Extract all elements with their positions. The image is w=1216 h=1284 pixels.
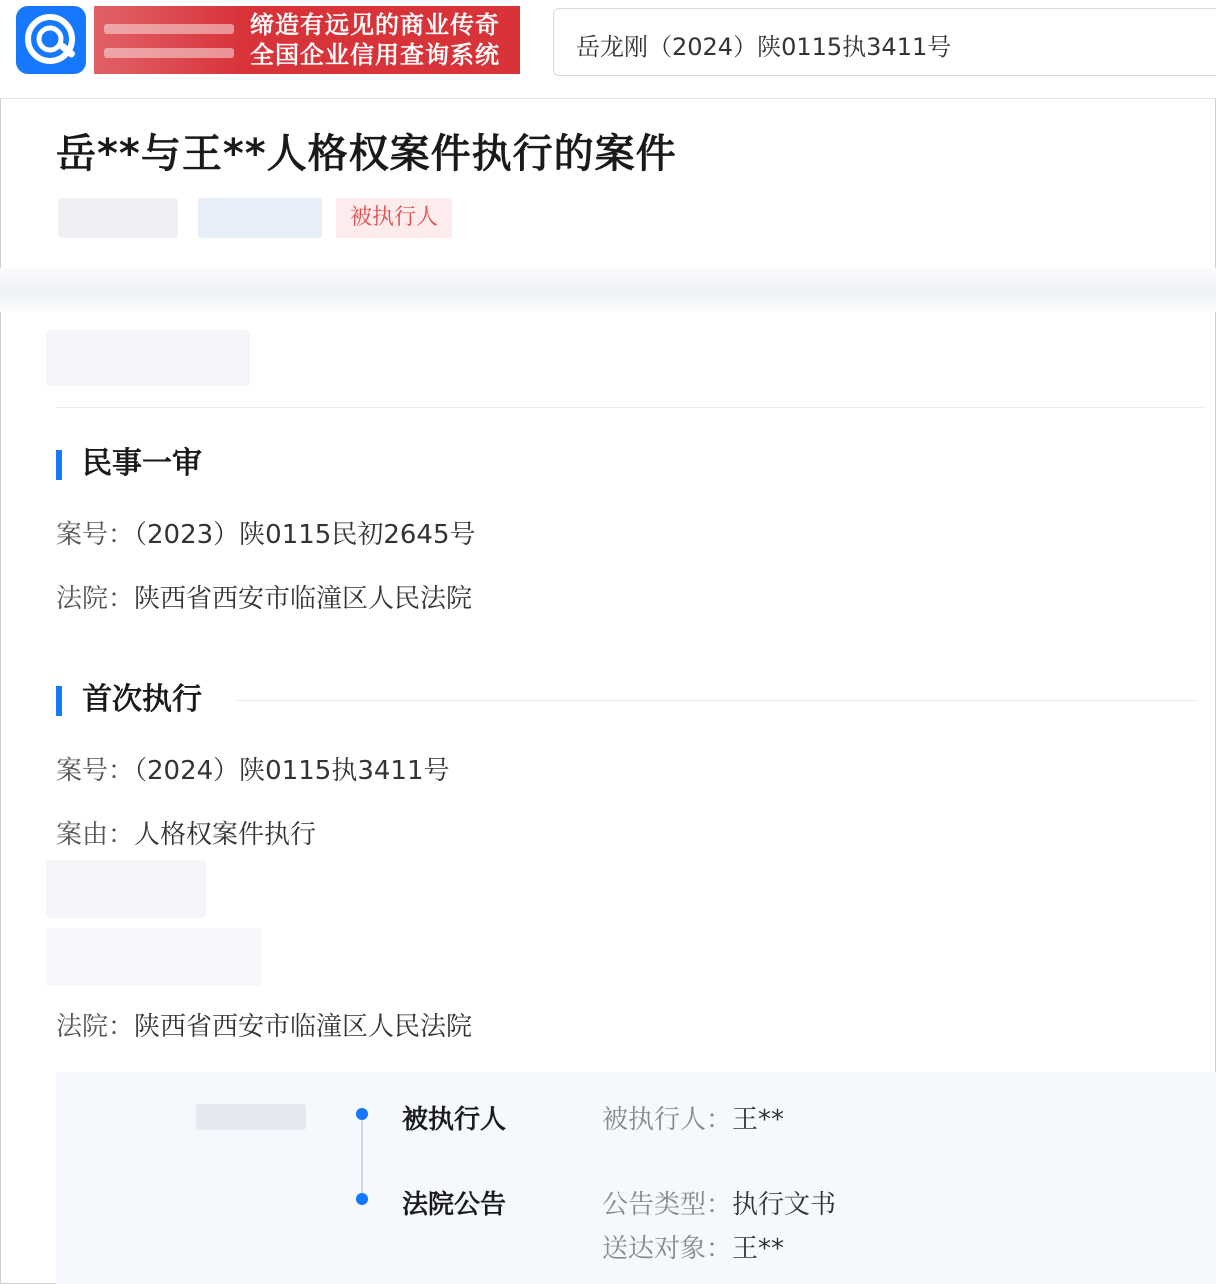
company-logo-icon[interactable] — [16, 6, 86, 74]
court-value: 陕西省西安市临潼区人民法院 — [134, 584, 473, 614]
case-title: 岳**与王**人格权案件执行的案件 — [56, 131, 677, 177]
blurred-area — [46, 330, 250, 386]
timeline-item-detail — [602, 1184, 836, 1221]
field-label: 法院： — [56, 584, 135, 614]
case-cause-value: 人格权案件执行 — [134, 820, 317, 850]
detail-label: 公告类型： — [602, 1190, 733, 1220]
section-marker — [56, 686, 62, 716]
field-label: 案由： — [56, 820, 135, 850]
detail-value: 王** — [732, 1105, 785, 1135]
timeline-item-detail — [602, 1228, 784, 1265]
blurred-area — [46, 860, 206, 918]
banner-slogan: 缔造有远见的商业传奇 — [250, 11, 500, 39]
detail-label: 被执行人： — [602, 1105, 733, 1135]
case-number-link[interactable]: （2024）陕0115执3411号 — [134, 756, 450, 786]
section-heading-first-execution — [56, 684, 202, 716]
timeline-item-title: 被执行人 — [402, 1105, 507, 1135]
promo-banner[interactable] — [94, 6, 520, 74]
detail-value: 执行文书 — [732, 1190, 837, 1220]
timeline-dot — [356, 1193, 368, 1205]
blurred-tag — [58, 198, 178, 238]
case-number-row — [56, 514, 476, 551]
section-marker — [56, 450, 62, 480]
blurred-tag — [198, 198, 322, 238]
section-heading-text: 民事一审 — [82, 446, 202, 481]
section-heading-text: 首次执行 — [82, 682, 202, 717]
blurred-date — [196, 1104, 306, 1130]
court-row — [56, 1006, 472, 1043]
case-cause-row — [56, 814, 316, 851]
timeline-item-detail — [602, 1099, 784, 1136]
section-heading-first-instance — [56, 448, 202, 480]
case-number-row — [56, 750, 450, 787]
field-label: 法院： — [56, 1012, 135, 1042]
court-row — [56, 578, 472, 615]
case-number-link[interactable]: （2023）陕0115民初2645号 — [134, 520, 476, 550]
divider — [236, 700, 1198, 701]
banner-subtitle: 全国企业信用查询系统 — [250, 41, 500, 69]
banner-blurred-logo — [94, 6, 244, 74]
status-badge: 被执行人 — [336, 198, 452, 238]
timeline-connector — [361, 1118, 363, 1200]
timeline-item-title: 法院公告 — [402, 1190, 507, 1220]
divider — [56, 407, 1206, 408]
blurred-area — [46, 928, 262, 986]
search-input[interactable]: 岳龙刚（2024）陕0115执3411号 — [576, 33, 952, 61]
search-box[interactable] — [553, 8, 1216, 76]
detail-label: 送达对象： — [602, 1234, 733, 1264]
top-header — [0, 0, 1216, 99]
field-label: 案号： — [56, 520, 135, 550]
field-label: 案号： — [56, 756, 135, 786]
timeline-dot — [356, 1108, 368, 1120]
detail-value: 王** — [732, 1234, 785, 1264]
court-value: 陕西省西安市临潼区人民法院 — [134, 1012, 473, 1042]
blurred-area — [0, 268, 1216, 312]
banner-text — [250, 10, 500, 70]
